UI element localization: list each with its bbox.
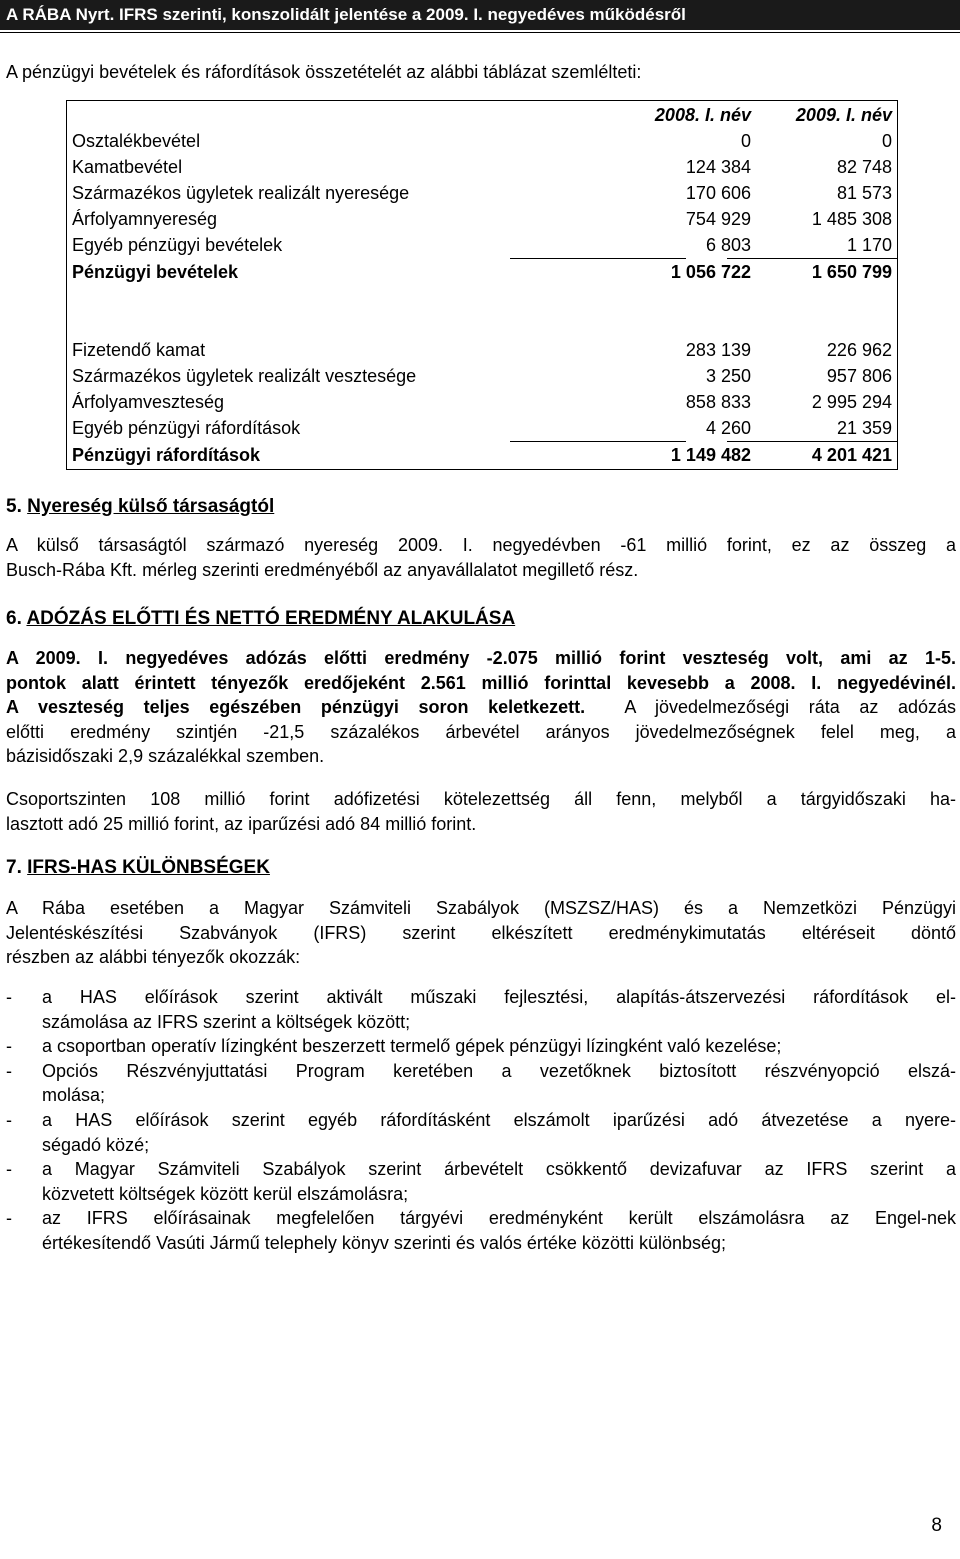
section-5-paragraph: A külső társaságtól származó nyereség 2009. I. negyedévben -61 millió forint, ez az összeg a Busch-Rába Kft. mérleg szerinti eredményéből az anyavállalatot megillető rész. — [6, 535, 956, 580]
list-item: - a csoportban operatív lízingként beszerzett termelő gépek pénzügyi lízingként való kezelése; — [6, 1036, 782, 1057]
section-7-title: IFRS-HAS KÜLÖNBSÉGEK — [27, 857, 270, 878]
ifrs-has-differences-list — [6, 985, 956, 1256]
financial-income-expense-table — [66, 100, 898, 470]
table-total-row: Pénzügyi bevételek 1 056 722 1 650 799 — [72, 262, 892, 282]
subtotal-rule — [727, 258, 897, 259]
column-header-2009: 2009. I. név — [795, 105, 892, 125]
list-item: - Opciós Részvényjuttatási Program keretében a vezetőknek biztosított részvényopció elszá- molása; — [6, 1060, 956, 1106]
document-header-title: A RÁBA Nyrt. IFRS szerinti, konszolidált jelentése a 2009. I. negyedéves működésről — [6, 5, 686, 24]
section-7-paragraph: A Rába esetében a Magyar Számviteli Szabályok (MSZSZ/HAS) és a Nemzetközi Pénzügyi Jelentéskészítési Szabványok (IFRS) szerint elkészített eredménykimutatás eltéréseit döntő részben az alábbi tényezők okozzák: — [6, 898, 956, 968]
section-5-title: Nyereség külső társaságtól — [27, 496, 275, 517]
list-item: - a Magyar Számviteli Szabályok szerint árbevételt csökkentő devizafuvar az IFRS szerint a közvetett költségek között kerül elszámolásra; — [6, 1159, 956, 1204]
page-number: 8 — [931, 1515, 942, 1536]
table-row: Fizetendő kamat 283 139 226 962 — [72, 340, 892, 360]
table-row: Kamatbevétel 124 384 82 748 — [72, 157, 892, 177]
subtotal-rule — [727, 441, 897, 442]
section-6-title: ADÓZÁS ELŐTTI ÉS NETTÓ EREDMÉNY ALAKULÁSA — [26, 608, 516, 629]
list-item: - az IFRS előírásainak megfelelően tárgyévi eredményként került elszámolásra az Engel-nek értékesítendő Vasúti Jármű telephely könyv szerinti és valós értéke közötti különbség; — [6, 1208, 956, 1253]
section-6-heading — [6, 608, 515, 630]
section-5-heading — [6, 496, 274, 518]
column-header-2008: 2008. I. név — [654, 105, 751, 125]
subtotal-rule — [510, 258, 686, 259]
table-row: Árfolyamveszteség 858 833 2 995 294 — [72, 392, 892, 412]
section-7-number: 7. — [6, 857, 22, 878]
section-7-heading — [6, 857, 270, 879]
table-row: Osztalékbevétel 0 0 — [72, 131, 892, 151]
table-row: Egyéb pénzügyi ráfordítások 4 260 21 359 — [72, 418, 892, 438]
section-5-number: 5. — [6, 496, 22, 517]
list-item: - a HAS előírások szerint aktivált műszaki fejlesztési, alapítás-átszervezési ráfordítások el- számolása az IFRS szerint a költségek között; — [6, 987, 956, 1032]
list-item: - a HAS előírások szerint egyéb ráfordításként elszámolt iparűzési adó átvezetése a nyere- ségadó közé; — [6, 1109, 956, 1155]
subtotal-rule — [510, 441, 686, 442]
table-row: Egyéb pénzügyi bevételek 6 803 1 170 — [72, 235, 892, 255]
table-intro-text: A pénzügyi bevételek és ráfordítások összetételét az alábbi táblázat szemlélteti: — [6, 62, 642, 82]
section-6-paragraph: A 2009. I. negyedéves adózás előtti eredmény -2.075 millió forint veszteség volt, ami az 1-5. pontok alatt érintett tényezők eredőjeként 2.561 millió forinttal kevesebb a 2008. I. negyedévinél. A veszteség teljes egészében pénzügyi soron keletkezett. A jövedelmezőségi ráta az adózás előtti eredmény szintjén -21,5 százalékos árbevétel arányos jövedelmezőségnek felel meg, a bázisidőszaki 2,9 százalékkal szemben. — [6, 648, 956, 767]
document-header — [0, 0, 960, 30]
section-6-number: 6. — [6, 608, 22, 629]
table-row: Származékos ügyletek realizált nyeresége 170 606 81 573 — [72, 183, 892, 203]
table-row: Származékos ügyletek realizált vesztesége 3 250 957 806 — [72, 366, 892, 386]
table-row: Árfolyamnyereség 754 929 1 485 308 — [72, 209, 892, 229]
table-total-row: Pénzügyi ráfordítások 1 149 482 4 201 421 — [72, 445, 892, 465]
section-6-paragraph-2: Csoportszinten 108 millió forint adófizetési kötelezettség áll fenn, melyből a tárgyidőszaki ha- lasztott adó 25 millió forint, az iparűzési adó 84 millió forint. — [6, 789, 956, 834]
header-divider — [0, 32, 960, 33]
